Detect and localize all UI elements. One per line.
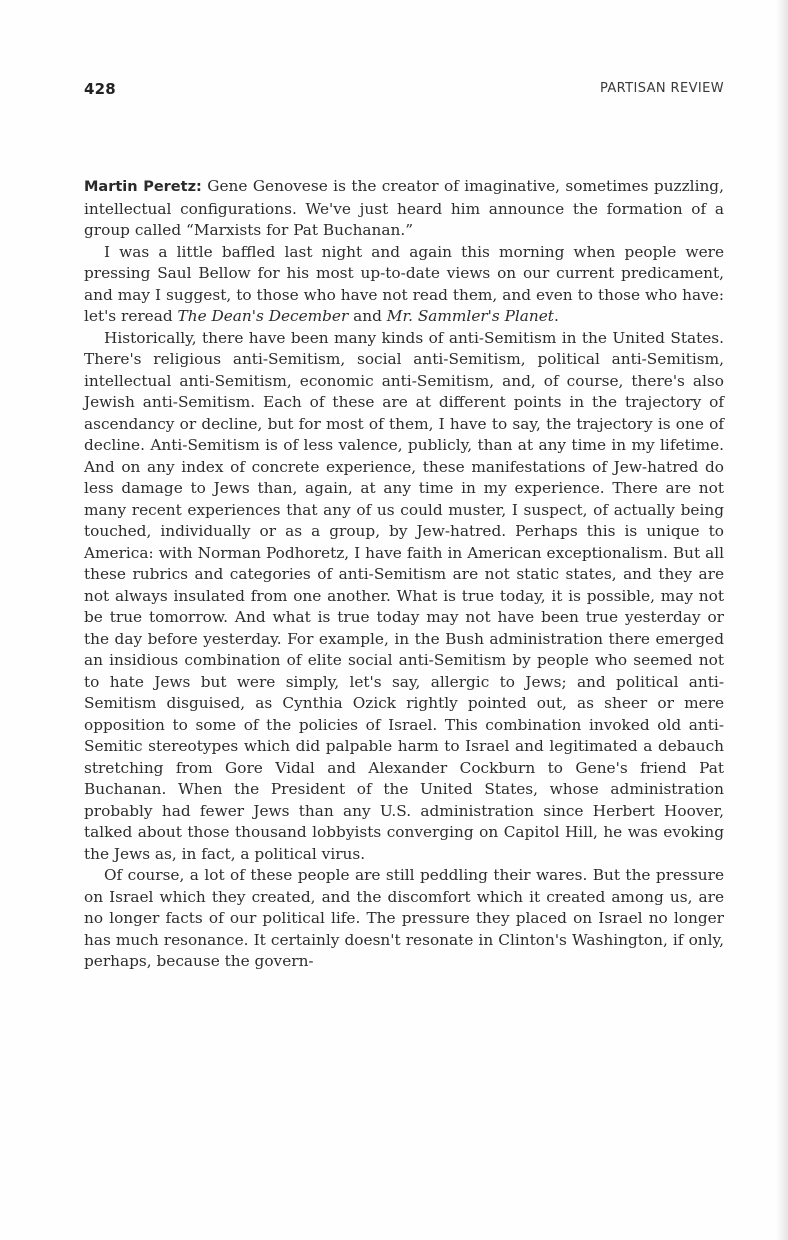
paragraph-1 — [84, 176, 724, 242]
paragraph-2-text-before: I was a little baffled last night and again this morning when people were pressing Saul Bellow for his most up-to-date views on our current predicament, and may I suggest, to those who have not read them, and even to those who have: let's reread — [84, 242, 724, 325]
article-body — [84, 176, 724, 973]
paragraph-2-text-after: . — [553, 307, 559, 325]
page-number: 428 — [84, 80, 116, 98]
speaker-name: Martin Peretz: — [84, 179, 202, 195]
paragraph-1-text: Gene Genovese is the creator of imaginative, sometimes puzzling, intellectual configurations. We've just heard him announce the formation of a group called “Marxists for Pat Buchanan.” — [84, 177, 724, 239]
paragraph-2 — [84, 242, 724, 328]
book-title-deans-december: The Dean's December — [177, 307, 349, 325]
book-title-sammlers-planet: Mr. Sammler's Planet — [386, 307, 554, 325]
page-edge-shadow — [776, 0, 788, 1240]
running-head — [84, 80, 724, 104]
paragraph-2-text-middle: and — [348, 307, 387, 325]
paragraph-4: Of course, a lot of these people are still peddling their wares. But the pressure on Israel which they created, and the discomfort which it created among us, are no longer facts of our political life. The pressure they placed on Israel no longer has much resonance. It certainly doesn't resonate in Clinton's Washington, if only, perhaps, because the govern- — [84, 866, 724, 970]
journal-title: PARTISAN REVIEW — [599, 81, 724, 96]
paragraph-3: Historically, there have been many kinds of anti-Semitism in the United States. There's religious anti-Semitism, social anti-Semitism, political anti-Semitism, intellectual anti-Semitism, economic anti-Semitism, and, of course, there's also Jewish anti-Semitism. Each of these are at different points in the trajectory of ascendancy or decline, but for most of them, I have to say, the trajectory is one of decline. Anti-Semitism is of less valence, publicly, than at any time in my lifetime. And on any index of concrete experience, these manifestations of Jew-hatred do less damage to Jews than, again, at any time in my experience. There are not many recent experiences that any of us could muster, I suspect, of actually being touched, individually or as a group, by Jew-hatred. Perhaps this is unique to America: with Norman Podhoretz, I have faith in American exceptionalism. But all these rubrics and categories of anti-Semitism are not static states, and they are not always insulated from one another. What is true today, it is possible, may not be true tomorrow. And what is true today may not have been true yesterday or the day before yesterday. For example, in the Bush administration there emerged an insidious combination of elite social anti-Semitism by people who seemed not to hate Jews but were simply, let's say, allergic to Jews; and political anti-Semitism disguised, as Cynthia Ozick rightly pointed out, as sheer or mere opposition to some of the policies of Israel. This combination invoked old anti-Semitic stereotypes which did palpable harm to Israel and legitimated a debauch stretching from Gore Vidal and Alexander Cockburn to Gene's friend Pat Buchanan. When the President of the United States, whose administration probably had fewer Jews than any U.S. administration since Herbert Hoover, talked about those thousand lobbyists converging on Capitol Hill, he was evoking the Jews as, in fact, a political virus. — [84, 328, 724, 863]
